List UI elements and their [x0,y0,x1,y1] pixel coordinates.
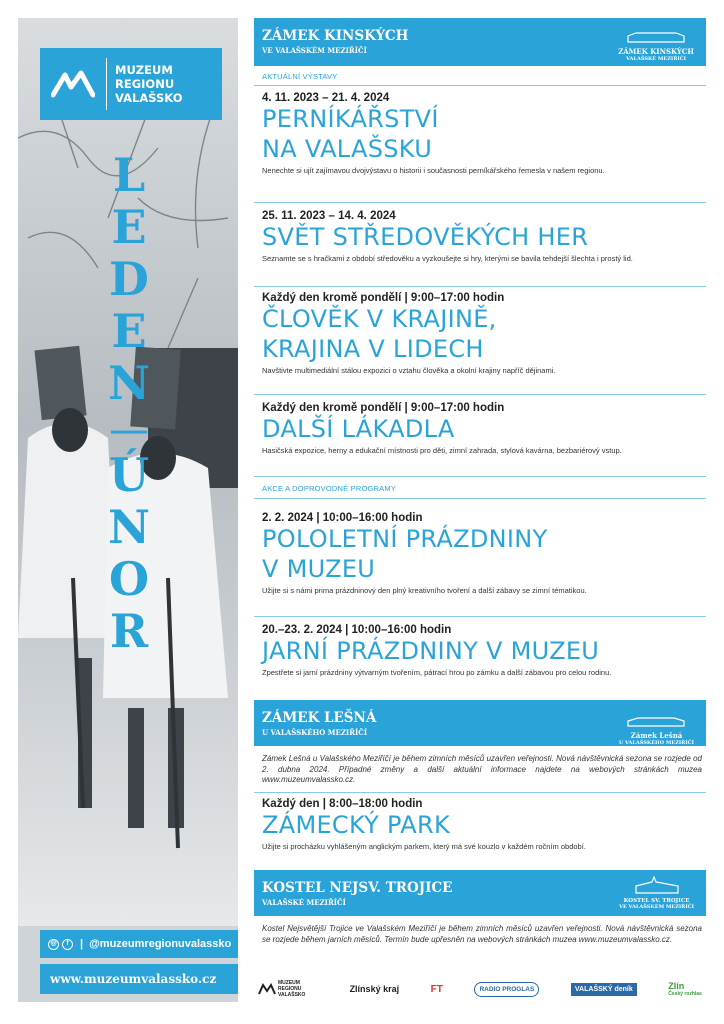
church-icon [632,876,682,894]
sponsor-ft[interactable]: FT [430,983,443,995]
instagram-icon[interactable]: ◎ [48,939,59,950]
castle-icon [626,31,686,43]
museum-logo[interactable] [40,48,222,120]
event-title: PERNÍKÁŘSTVÍ [262,105,439,133]
event-date: Každý den kromě pondělí | 9:00–17:00 hodin [262,292,505,304]
vertical-letter: N [107,356,151,410]
event-date: 20.–23. 2. 2024 | 10:00–16:00 hodin [262,624,452,636]
event-title-line2: NA VALAŠSKU [262,135,433,163]
event-date: 4. 11. 2023 – 21. 4. 2024 [262,92,390,104]
event-description: Nenechte si ujít zajímavou dvojvýstavu o historii i současnosti perníkářského řemesla v našem regionu. [262,166,605,175]
vertical-letter: R [109,604,149,658]
chateau-icon [626,717,686,727]
divider [254,792,706,793]
vertical-dash: — [109,407,149,453]
month-title-vertical [94,150,164,658]
museum-logo-icon [40,48,106,120]
event-gingerbread[interactable] [262,92,702,175]
event-description: Navštivte multimediální stálou expozici o vztahu člověka a okolní krajiny napříč dějinami. [262,366,556,375]
social-bar[interactable] [40,930,238,958]
divider [254,286,706,287]
event-description: Zpestřete si jarní prázdniny výtvarným tvořením, pátrací hrou po zámku a další zábavou pro celou rodinu. [262,668,612,677]
event-title: JARNÍ PRÁZDNINY V MUZEU [262,637,600,665]
sponsor-zlinsky-kraj[interactable]: Zlínský kraj [349,984,400,994]
event-man-in-landscape[interactable] [262,292,702,375]
divider [254,394,706,395]
event-date: Každý den | 8:00–18:00 hodin [262,798,423,810]
event-title-line2: V MUZEU [262,555,376,583]
event-other-attractions[interactable] [262,402,702,455]
event-medieval-games[interactable] [262,210,702,263]
event-title-line2: KRAJINA V LIDECH [262,335,484,363]
vertical-letter: E [111,304,147,358]
left-column [18,18,238,1002]
lesna-note: Zámek Lešná u Valašského Meziříčí je během zimních měsíců uzavřen veřejnosti. Nová návštěvnická sezona se rozjede od 2. dubna 2024. Případné změny a další aktuální informace najdete na webových stránkách muzea www.muzeumvalassko.cz. [262,754,702,784]
kostel-note: Kostel Nejsvětější Trojice ve Valašském Meziříčí je během zimních měsíců uzavřen veřejnosti. Nová návštěvnická sezona se rozjede během jarních měsíců. Termín bude upřesněn na webových stránkách muzea www.muzeumvalassko.cz. [262,924,702,944]
kostel-title: KOSTEL NEJSV. TROJICE [262,880,453,896]
event-description: Seznamte se s hračkami z období středověku a vyzkoušejte si hry, kterými se bavila tehdejší šlechta i prostý lid. [262,254,633,263]
kostel-header [254,870,706,916]
event-title: DALŠÍ LÁKADLA [262,415,455,443]
lesna-subtitle: U VALAŠSKÉHO MEZIŘÍČÍ [262,728,368,737]
vertical-letter: O [108,552,150,606]
event-description: Užijte si procházku vyhlášeným anglickým parkem, který má své kouzlo v každém ročním období. [262,842,586,851]
divider [254,476,706,477]
kostel-badge: KOSTEL SV. TROJICE VE VALAŠSKÉM MEZIŘÍČÍ [619,876,694,910]
kostel-subtitle: VALAŠSKÉ MEZIŘÍČÍ [262,898,346,907]
vertical-letter: Ú [108,448,150,502]
section-current-exhibitions: AKTUÁLNÍ VÝSTAVY [262,72,338,81]
divider [254,616,706,617]
event-description: Hasičská expozice, herny a edukační místnosti pro děti, zimní zahrada, stylová kavárna, bezbariérový vstup. [262,446,622,455]
lesna-badge: Zámek Lešná U VALAŠSKÉHO MEZIŘÍČÍ [619,712,694,746]
divider [254,85,706,86]
event-date: 2. 2. 2024 | 10:00–16:00 hodin [262,512,423,524]
social-handle[interactable]: @muzeumregionuvalassko [89,938,232,950]
vertical-letter: L [112,148,146,202]
divider [254,498,706,499]
museum-logo-text: MUZEUM REGIONU VALAŠSKO [115,63,183,105]
event-description: Užijte si s námi prima prázdninový den plný kreativního tvoření a další zábavy se zimní tématikou. [262,586,587,595]
kinsky-badge: ZÁMEK KINSKÝCH VALAŠSKÉ MEZIŘÍČÍ [618,28,694,62]
sponsor-logos [254,972,706,1006]
sponsor-cesky-rozhlas-zlin[interactable]: Zlín Český rozhlas [668,981,702,997]
vertical-letter: D [109,252,149,306]
website-link[interactable]: www.muzeumvalassko.cz [40,964,238,994]
event-spring-holidays[interactable] [262,624,702,677]
event-title: ZÁMECKÝ PARK [262,811,451,839]
section-events-programs: AKCE A DOPROVODNÉ PROGRAMY [262,484,396,493]
sponsor-radio-proglas[interactable]: RADIO PROGLAS [474,982,539,997]
event-title: SVĚT STŘEDOVĚKÝCH HER [262,223,589,251]
facebook-icon[interactable]: f [62,939,73,950]
vertical-letter: E [111,200,147,254]
event-midterm-holidays[interactable] [262,512,702,595]
lesna-title: ZÁMEK LEŠNÁ [262,710,377,726]
event-title: POLOLETNÍ PRÁZDNINY [262,525,548,553]
divider [254,202,706,203]
event-title: ČLOVĚK V KRAJINĚ, [262,305,497,333]
museum-mark-icon [258,983,276,995]
sponsor-muzeum[interactable]: MUZEUM REGIONU VALAŠSKO [258,980,318,998]
event-date: Každý den kromě pondělí | 9:00–17:00 hodin [262,402,505,414]
kinsky-subtitle: VE VALAŠSKÉM MEZIŘÍČÍ [262,46,367,55]
social-separator: | [80,938,84,950]
lesna-header [254,700,706,746]
event-castle-park[interactable] [262,798,702,851]
vertical-letter: N [107,500,151,554]
event-date: 25. 11. 2023 – 14. 4. 2024 [262,210,396,222]
kinsky-title: ZÁMEK KINSKÝCH [262,28,409,44]
sponsor-valassky-denik[interactable]: VALAŠSKÝ deník [571,983,637,996]
kinsky-header [254,18,706,66]
